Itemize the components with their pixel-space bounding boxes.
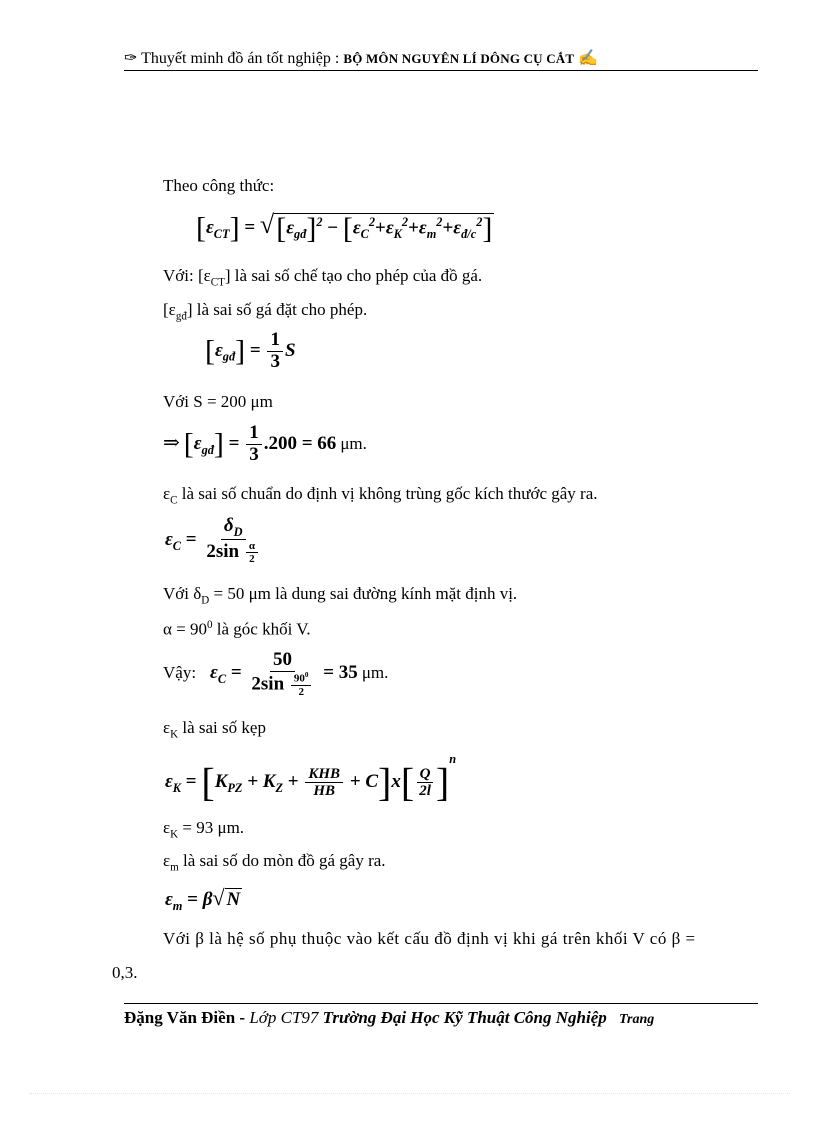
text-line-8: $\alpha = 90^0$ là góc khối V. xyxy=(163,619,311,639)
formula-egd: $[\varepsilon_{gđ}]$ = $\frac{1}{3}$ S xyxy=(205,329,296,372)
footer-rule xyxy=(124,1003,758,1004)
formula-ek: $\varepsilon_K = [K_{PZ} + K_Z$ + $\frac{\text{KHB}}{HB}$ + C]x[ $\frac{Q}{2l}$ ]$^n$ xyxy=(165,752,457,805)
bottom-dotted-line xyxy=(30,1093,790,1094)
text-line-11: $\varepsilon_K = 93$ μm. xyxy=(163,818,245,841)
text-line-14: 0,3. xyxy=(112,963,138,982)
text-line-10: $\varepsilon_K$ là sai số kẹp xyxy=(163,718,266,741)
header-title: Thuyết minh đồ án tốt nghiệp : xyxy=(141,50,340,67)
footer-author: Đặng Văn Điền - xyxy=(124,1008,246,1027)
text-line-12: $\varepsilon_m$ là sai số do mòn đồ gá gây ra. xyxy=(163,851,386,874)
text-line-4: Với S = 200 μm xyxy=(163,392,273,411)
header-department: BỘ MÔN NGUYÊN LÍ DÔNG CỤ CẮT xyxy=(343,51,575,66)
text-line-1: Theo công thức: xyxy=(163,176,275,195)
text-line-2: Với: $[\varepsilon_{CT}]$ là sai số chế tạo cho phép của đồ gá. xyxy=(163,266,483,289)
scissors-left-icon: ✑ xyxy=(124,50,138,67)
formula-ec: $\varepsilon_C$ = $\delta_D$ 2sin $\frac{\alpha}{2}$ xyxy=(165,516,265,566)
text-line-13: Với β là hệ số phụ thuộc vào kết cấu đồ định vị khi gá trên khối V có β = xyxy=(163,929,696,948)
footer-school: Trường Đại Học Kỹ Thuật Công Nghiệp xyxy=(322,1008,607,1027)
page-footer xyxy=(124,1008,758,1028)
text-line-3: $[\varepsilon_{gđ}]$ là sai số gá đặt cho phép. xyxy=(163,300,368,323)
page-header xyxy=(124,48,758,68)
formula-em: $\varepsilon_m = \beta√$ N xyxy=(165,885,241,913)
formula-egd-calc: ⇒ $[\varepsilon_{gđ}]$ = $\frac{1}{3}$ .200 = 66 μm. xyxy=(163,422,367,465)
text-line-6: $\varepsilon_C$ là sai số chuẩn do định vị không trùng gốc kích thước gây ra. xyxy=(163,484,598,507)
footer-page-label: Trang xyxy=(619,1012,655,1027)
footer-class: Lớp CT97 xyxy=(249,1008,319,1027)
formula-ec-calc: Vậy: $\varepsilon_C$ = 50 2sin $\frac{90^0}{2}$ = 35 μm. xyxy=(163,649,389,698)
header-rule xyxy=(124,70,758,71)
text-line-7: Với $\delta_D = 50$ μm là dung sai đường kính mặt định vị. xyxy=(163,584,518,607)
formula-ect: $[\varepsilon_{CT}] = √[\varepsilon_{gđ}]^2 - [\varepsilon_C^2+\varepsilon_K^2+\varepsilon_m^2+\varepsilon_{đ/c}^2]$ xyxy=(196,210,493,245)
scissors-right-icon: ✍ xyxy=(578,50,599,67)
